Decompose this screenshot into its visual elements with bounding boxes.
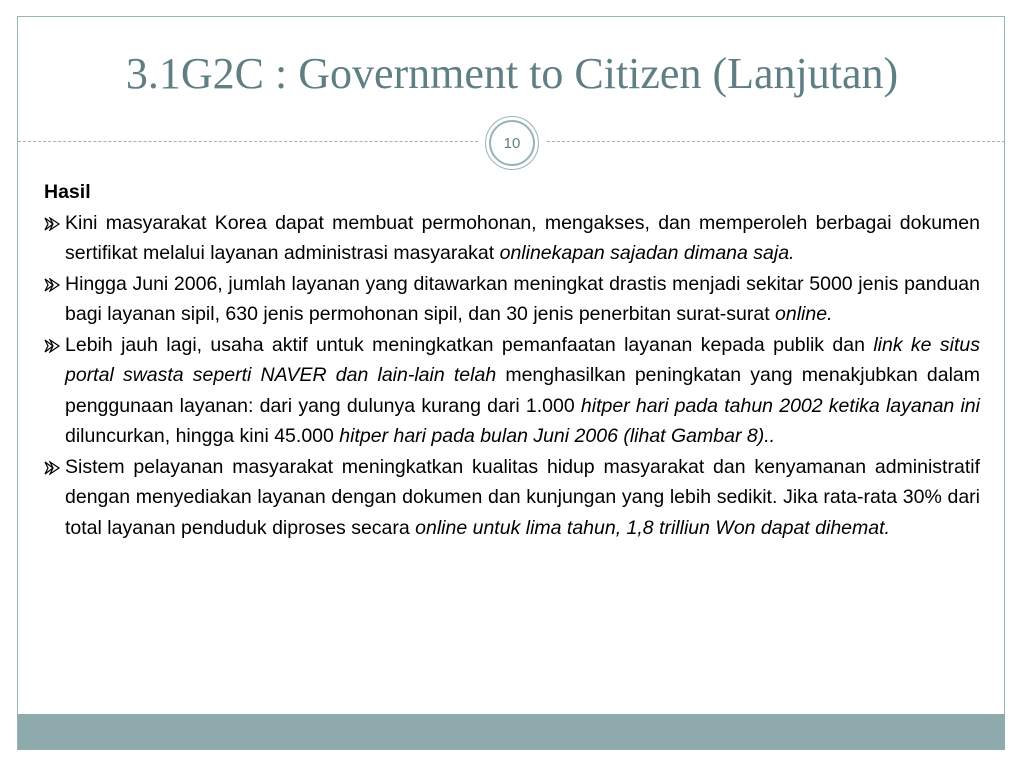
bullet-list [44,208,980,544]
bullet-text: diluncurkan, hingga kini 45.000 [65,425,340,447]
bullet-text-italic: onlinekapan sajadan dimana saja. [499,242,795,264]
slide-title: 3.1G2C : Government to Citizen (Lanjutan) [125,49,899,98]
section-heading: Hasil [44,181,91,203]
footer-bar [18,714,1005,750]
title-divider-right [547,141,1005,142]
bullet-text: Lebih jauh lagi, usaha aktif untuk meningkatkan pemanfaatan layanan kepada publik dan [65,333,874,356]
arrow-bullet-icon [44,269,65,292]
bullet-item [44,452,980,544]
bullet-text-italic: link ke situs portal swasta seperti NAVER dan lain-lain telah [65,333,980,386]
bullet-text-italic: hitper hari pada bulan Juni 2006 (lihat Gambar 8).. [339,425,776,447]
bullet-text-italic: online untuk lima tahun, 1,8 trilliun Won dapat dihemat. [415,516,890,539]
bullet-text: menghasilkan peningkatan yang menakjubkan dalam penggunaan layanan: dari yang dulunya kurang dari 1.000 [65,364,981,417]
bullet-item [44,269,980,330]
page-number: 10 [489,120,535,166]
bullet-item [44,330,980,452]
bullet-text-italic: online. [775,303,833,325]
title-divider-left [18,141,478,142]
arrow-bullet-icon [44,452,65,475]
bullet-text: Hingga Juni 2006, jumlah layanan yang ditawarkan meningkat drastis menjadi sekitar 5000 jenis panduan bagi layanan sipil, 630 jenis permohonan sipil, dan 30 jenis penerbitan surat-surat [65,272,980,325]
slide-content [44,177,980,543]
bullet-text-italic: hitper hari pada tahun 2002 ketika layanan ini [580,394,980,417]
arrow-bullet-icon [44,330,65,353]
bullet-item [44,208,980,269]
page-number-badge [485,116,539,170]
bullet-text: Kini masyarakat Korea dapat membuat permohonan, mengakses, dan memperoleh berbagai dokumen sertifikat melalui layanan administrasi masyarakat [65,211,980,264]
bullet-text: Sistem pelayanan masyarakat meningkatkan kualitas hidup masyarakat dan kenyamanan administratif dengan menyediakan layanan dengan dokumen dan kunjungan yang lebih sedikit. Jika rata-rata 30% dari total layanan penduduk diproses secara [65,455,980,539]
arrow-bullet-icon [44,208,65,231]
